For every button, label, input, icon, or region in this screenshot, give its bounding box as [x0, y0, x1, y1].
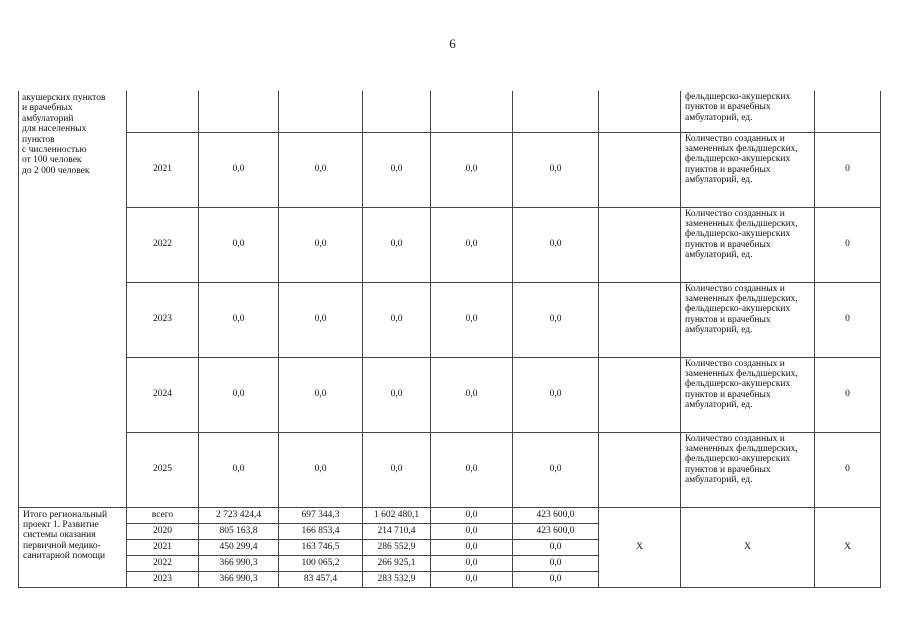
year-cell	[127, 91, 199, 132]
value-cell: 0,0	[363, 282, 431, 357]
value-cell: 214 710,4	[363, 523, 431, 539]
activity-name-line: амбулаторий	[22, 113, 74, 124]
table-row	[19, 207, 881, 282]
value-cell	[199, 91, 279, 132]
value-cell: 0,0	[279, 207, 363, 282]
empty-cell	[599, 207, 681, 282]
value-cell: 286 552,9	[363, 539, 431, 555]
value-cell: 423 600,0	[513, 507, 599, 523]
value-cell: 0,0	[363, 207, 431, 282]
value-cell: 0,0	[513, 539, 599, 555]
indicator-cell: Количество созданных и замененных фельдшерских, фельдшерско-акушерских пунктов и врачебных амбулаторий, ед.	[681, 357, 815, 432]
value-cell: 2 723 424,4	[199, 507, 279, 523]
value-cell: 0,0	[431, 132, 513, 207]
value-cell: 0,0	[431, 571, 513, 587]
year-cell: 2025	[127, 432, 199, 507]
table-row	[19, 357, 881, 432]
value-cell: 0,0	[199, 357, 279, 432]
value-cell: 697 344,3	[279, 507, 363, 523]
value-cell: 0,0	[431, 507, 513, 523]
target-cell: 0	[815, 132, 881, 207]
year-cell: 2024	[127, 357, 199, 432]
value-cell: 0,0	[431, 523, 513, 539]
value-cell: 423 600,0	[513, 523, 599, 539]
value-cell: 166 853,4	[279, 523, 363, 539]
value-cell: 0,0	[363, 357, 431, 432]
value-cell: 0,0	[513, 432, 599, 507]
value-cell: 0,0	[279, 432, 363, 507]
table-row	[19, 132, 881, 207]
year-cell: 2021	[127, 539, 199, 555]
activity-name-line: с численностью	[22, 145, 87, 156]
year-cell: 2022	[127, 555, 199, 571]
x-mark-cell: X	[815, 507, 881, 587]
table-row	[19, 282, 881, 357]
indicator-cell: Количество созданных и замененных фельдшерских, фельдшерско-акушерских пунктов и врачебных амбулаторий, ед.	[681, 282, 815, 357]
value-cell	[363, 91, 431, 132]
activity-name-line: для населенных	[22, 124, 87, 135]
activity-name-line: и врачебных	[22, 103, 73, 114]
target-cell: 0	[815, 207, 881, 282]
value-cell: 0,0	[279, 132, 363, 207]
value-cell: 0,0	[431, 357, 513, 432]
x-mark-cell: X	[599, 507, 681, 587]
value-cell: 0,0	[431, 539, 513, 555]
value-cell: 805 163,8	[199, 523, 279, 539]
activity-name-line: акушерских пунктов	[22, 93, 106, 103]
empty-cell	[599, 357, 681, 432]
empty-cell	[599, 432, 681, 507]
activity-name-line: пунктов	[22, 134, 55, 145]
value-cell: 283 532,9	[363, 571, 431, 587]
year-cell: 2023	[127, 282, 199, 357]
value-cell: 0,0	[199, 432, 279, 507]
value-cell	[513, 91, 599, 132]
value-cell: 1 602 480,1	[363, 507, 431, 523]
year-cell: всего	[127, 507, 199, 523]
value-cell: 0,0	[363, 132, 431, 207]
empty-cell	[599, 91, 681, 132]
empty-cell	[599, 132, 681, 207]
activity-name-line: от 100 человек	[22, 155, 82, 166]
value-cell: 0,0	[199, 132, 279, 207]
activity-name-line: до 2 000 человек	[22, 165, 90, 176]
page-number: 6	[449, 36, 456, 51]
value-cell: 266 925,1	[363, 555, 431, 571]
value-cell: 0,0	[431, 282, 513, 357]
table-row	[19, 432, 881, 507]
value-cell: 100 065,2	[279, 555, 363, 571]
indicator-cell: Количество созданных и замененных фельдшерских, фельдшерско-акушерских пунктов и врачебных амбулаторий, ед.	[681, 207, 815, 282]
value-cell: 366 990,3	[199, 571, 279, 587]
year-cell: 2022	[127, 207, 199, 282]
value-cell: 0,0	[431, 207, 513, 282]
value-cell: 0,0	[431, 432, 513, 507]
value-cell: 0,0	[431, 555, 513, 571]
empty-cell	[599, 282, 681, 357]
value-cell: 366 990,3	[199, 555, 279, 571]
table-row-top	[19, 91, 881, 132]
target-cell	[815, 91, 881, 132]
value-cell	[279, 91, 363, 132]
value-cell: 0,0	[513, 555, 599, 571]
value-cell: 450 299,4	[199, 539, 279, 555]
activity-name-cell	[19, 91, 127, 507]
indicator-cell: Количество созданных и замененных фельдшерских, фельдшерско-акушерских пунктов и врачебных амбулаторий, ед.	[681, 432, 815, 507]
value-cell: 0,0	[513, 132, 599, 207]
value-cell: 0,0	[513, 282, 599, 357]
value-cell: 0,0	[279, 282, 363, 357]
budget-table	[18, 91, 881, 588]
value-cell: 83 457,4	[279, 571, 363, 587]
year-cell: 2021	[127, 132, 199, 207]
target-cell: 0	[815, 357, 881, 432]
value-cell: 0,0	[513, 357, 599, 432]
value-cell: 163 746,5	[279, 539, 363, 555]
target-cell: 0	[815, 432, 881, 507]
value-cell: 0,0	[513, 207, 599, 282]
x-mark-cell: X	[681, 507, 815, 587]
summary-row	[19, 507, 881, 523]
year-cell: 2020	[127, 523, 199, 539]
value-cell: 0,0	[513, 571, 599, 587]
value-cell: 0,0	[199, 282, 279, 357]
target-cell: 0	[815, 282, 881, 357]
indicator-cell: Количество созданных и замененных фельдшерских, фельдшерско-акушерских пунктов и врачебных амбулаторий, ед.	[681, 132, 815, 207]
summary-name-cell: Итого региональный проект 1. Развитие системы оказания первичной медико-санитарной помощи	[19, 507, 127, 587]
value-cell: 0,0	[199, 207, 279, 282]
indicator-cell: фельдшерско-акушерских пунктов и врачебных амбулаторий, ед.	[681, 91, 815, 132]
value-cell	[431, 91, 513, 132]
value-cell: 0,0	[363, 432, 431, 507]
year-cell: 2023	[127, 571, 199, 587]
value-cell: 0,0	[279, 357, 363, 432]
